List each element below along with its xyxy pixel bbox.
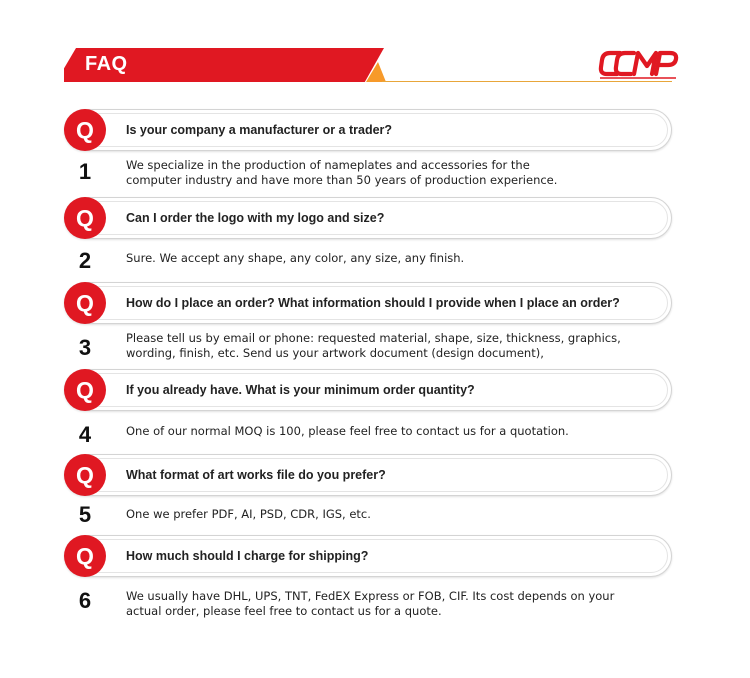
ccmp-logo — [598, 45, 680, 81]
question-text: How do I place an order? What information should I provide when I place an order? — [126, 296, 620, 310]
question-text: Can I order the logo with my logo and size? — [126, 211, 385, 225]
answer-number: 3 — [78, 335, 92, 360]
q-badge: Q — [64, 454, 106, 496]
question-text: What format of art works file do you prefer? — [126, 468, 386, 482]
faq-question-row — [64, 109, 672, 151]
answer-number: 4 — [78, 422, 92, 447]
answer-text: One we prefer PDF, AI, PSD, CDR, IGS, etc. — [126, 507, 371, 521]
q-badge: Q — [64, 282, 106, 324]
q-badge: Q — [64, 369, 106, 411]
answer-text: We usually have DHL, UPS, TNT, FedEX Express or FOB, CIF. Its cost depends on your actual order, please feel free to contact us for a quote. — [126, 589, 615, 618]
faq-question-row — [64, 454, 672, 496]
question-text: If you already have. What is your minimum order quantity? — [126, 383, 475, 397]
answer-text: One of our normal MOQ is 100, please feel free to contact us for a quotation. — [126, 424, 569, 438]
answer-number: 1 — [78, 159, 92, 184]
answer-number: 2 — [78, 248, 92, 273]
faq-question-row — [64, 282, 672, 324]
q-badge: Q — [64, 109, 106, 151]
faq-question-row — [64, 535, 672, 577]
answer-text: Please tell us by email or phone: requested material, shape, size, thickness, graphics, wording, finish, etc. Send us your artwork document (design document), — [126, 331, 621, 360]
faq-header — [64, 48, 672, 84]
faq-question-row — [64, 197, 672, 239]
q-badge: Q — [64, 197, 106, 239]
q-badge: Q — [64, 535, 106, 577]
header-underline — [382, 81, 672, 82]
faq-question-row — [64, 369, 672, 411]
answer-number: 6 — [78, 588, 92, 613]
question-text: Is your company a manufacturer or a trader? — [126, 123, 393, 137]
page-title: FAQ — [85, 53, 128, 75]
answer-text: Sure. We accept any shape, any color, any size, any finish. — [126, 251, 465, 265]
question-text: How much should I charge for shipping? — [126, 549, 369, 563]
answer-text: We specialize in the production of nameplates and accessories for the computer industry and have more than 50 years of production experience. — [126, 158, 558, 187]
answer-number: 5 — [78, 502, 92, 527]
